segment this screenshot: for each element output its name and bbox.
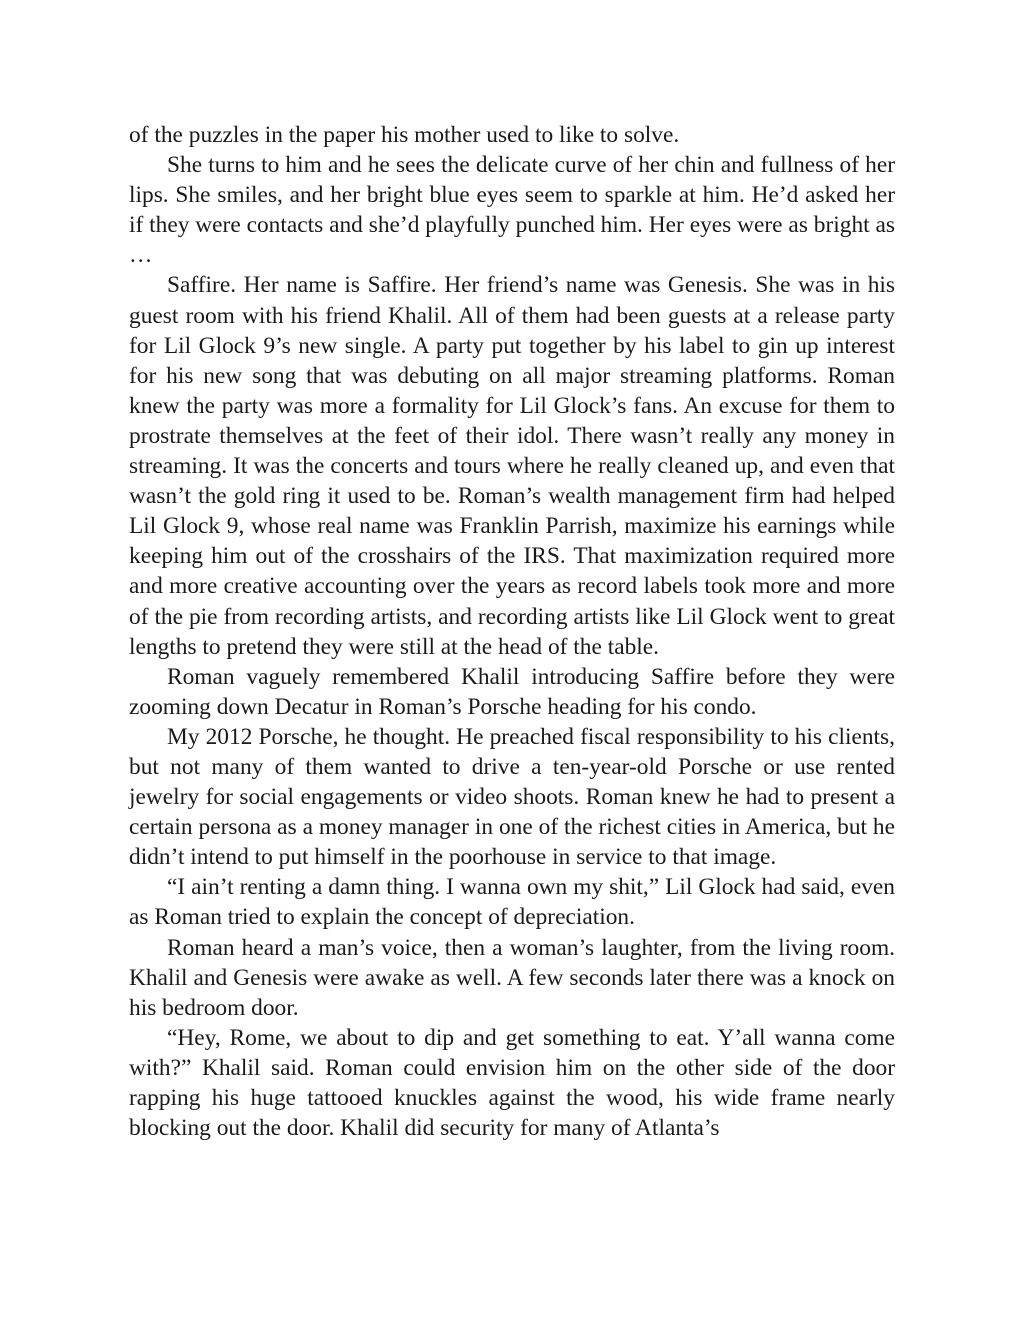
paragraph-6: “I ain’t renting a damn thing. I wanna own my shit,” Lil Glock had said, even as Roman tried to explain the concept of depreciation. — [129, 874, 895, 931]
paragraph-8: “Hey, Rome, we about to dip and get something to eat. Y’all wanna come with?” Khalil said. Roman could envision him on the other side of the door rapping his huge tattooed knuckles against the wood, his wide frame nearly blocking out the door. Khalil did security for many of Atlanta’s — [129, 1024, 895, 1142]
page-text-block — [129, 120, 895, 1143]
paragraph-7: Roman heard a man’s voice, then a woman’s laughter, from the living room. Khalil and Genesis were awake as well. A few seconds later there was a knock on his bedroom door. — [129, 934, 895, 1021]
paragraph-3: Saffire. Her name is Saffire. Her friend’s name was Genesis. She was in his guest room with his friend Khalil. All of them had been guests at a release party for Lil Glock 9’s new single. A party put together by his label to gin up interest for his new song that was debuting on all major streaming platforms. Roman knew the party was more a formality for Lil Glock’s fans. An excuse for them to prostrate themselves at the feet of their idol. There wasn’t really any money in streaming. It was the concerts and tours where he really cleaned up, and even that wasn’t the gold ring it used to be. Roman’s wealth management firm had helped Lil Glock 9, whose real name was Franklin Parrish, maximize his earnings while keeping him out of the crosshairs of the IRS. That maximization required more and more creative accounting over the years as record labels took more and more of the pie from recording artists, and recording artists like Lil Glock went to great lengths to pretend they were still at the head of the table. — [129, 272, 895, 660]
paragraph-4: Roman vaguely remembered Khalil introducing Saffire before they were zooming down Decatur in Roman’s Porsche heading for his condo. — [129, 663, 895, 720]
paragraph-1: of the puzzles in the paper his mother used to like to solve. — [129, 122, 680, 148]
paragraph-2: She turns to him and he sees the delicate curve of her chin and fullness of her lips. She smiles, and her bright blue eyes seem to sparkle at him. He’d asked her if they were contacts and she’d playfully punched him. Her eyes were as bright as … — [129, 152, 895, 269]
paragraph-5: My 2012 Porsche, he thought. He preached fiscal responsibility to his clients, but not many of them wanted to drive a ten-year-old Porsche or use rented jewelry for social engagements or video shoots. Roman knew he had to present a certain persona as a money manager in one of the richest cities in America, but he didn’t intend to put himself in the poorhouse in service to that image. — [129, 723, 895, 871]
